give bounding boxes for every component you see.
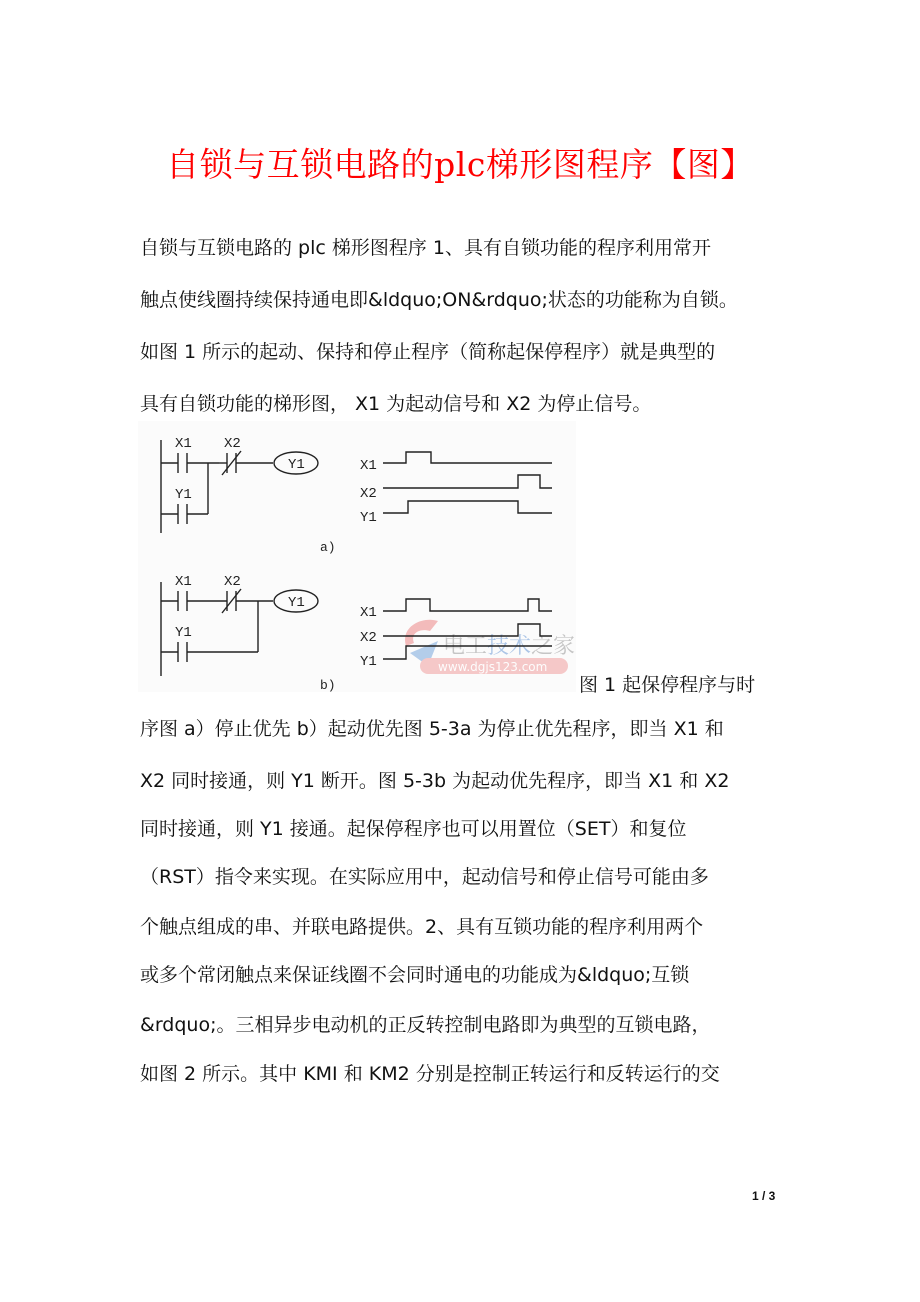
svg-text:X2: X2	[360, 630, 377, 646]
svg-text:X2: X2	[224, 436, 241, 452]
paragraph-line: 如图 1 所示的起动、保持和停止程序（简称起保停程序）就是典型的	[140, 341, 716, 363]
svg-text:X2: X2	[360, 486, 377, 502]
paragraph-line: 如图 2 所示。其中 KMI 和 KM2 分别是控制正转运行和反转运行的交	[140, 1063, 720, 1085]
figure-ladder-timing-diagram	[138, 421, 576, 692]
paragraph-line: （RST）指令来实现。在实际应用中，起动信号和停止信号可能由多	[140, 866, 709, 888]
paragraph-line: 具有自锁功能的梯形图， X1 为起动信号和 X2 为停止信号。	[140, 393, 652, 415]
svg-text:Y1: Y1	[288, 595, 305, 611]
svg-text:电工技术之家: 电工技术之家	[443, 634, 576, 659]
paragraph-line: X2 同时接通，则 Y1 断开。图 5-3b 为起动优先程序，即当 X1 和 X2	[140, 770, 730, 792]
paragraph-line: 或多个常闭触点来保证线圈不会同时通电的功能成为&ldquo;互锁	[140, 964, 690, 986]
ladder-diagram-a	[161, 436, 318, 533]
paragraph-line: 个触点组成的串、并联电路提供。2、具有互锁功能的程序利用两个	[140, 916, 704, 938]
svg-text:Y1: Y1	[288, 457, 305, 473]
svg-text:X1: X1	[360, 605, 377, 621]
paragraph-line: 序图 a）停止优先 b）起动优先图 5-3a 为停止优先程序，即当 X1 和	[140, 718, 724, 740]
ladder-diagram-b	[161, 574, 318, 676]
timing-diagram-b	[320, 599, 552, 692]
svg-text:b): b)	[320, 678, 336, 692]
watermark-logo	[405, 620, 575, 674]
paragraph-line: &rdquo;。三相异步电动机的正反转控制电路即为典型的互锁电路，	[140, 1014, 711, 1036]
page-number: 1 / 3	[752, 1189, 776, 1203]
svg-text:X1: X1	[360, 458, 377, 474]
svg-text:X1: X1	[175, 436, 192, 452]
svg-text:Y1: Y1	[175, 487, 192, 503]
paragraph-line: 触点使线圈持续保持通电即&ldquo;ON&rdquo;状态的功能称为自锁。	[140, 289, 738, 311]
timing-diagram-a	[320, 452, 552, 555]
svg-text:Y1: Y1	[175, 625, 192, 641]
svg-text:X2: X2	[224, 574, 241, 590]
svg-text:Y1: Y1	[360, 654, 377, 670]
page-title: 自锁与互锁电路的plc梯形图程序【图】	[166, 145, 754, 184]
paragraph-line: 同时接通，则 Y1 接通。起保停程序也可以用置位（SET）和复位	[140, 818, 687, 840]
paragraph-line: 自锁与互锁电路的 plc 梯形图程序 1、具有自锁功能的程序利用常开	[140, 237, 711, 259]
svg-text:a): a)	[320, 540, 336, 555]
svg-text:Y1: Y1	[360, 510, 377, 526]
figure-caption: 图 1 起保停程序与时	[579, 674, 756, 696]
svg-text:www.dgjs123.com: www.dgjs123.com	[438, 660, 548, 674]
svg-text:X1: X1	[175, 574, 192, 590]
